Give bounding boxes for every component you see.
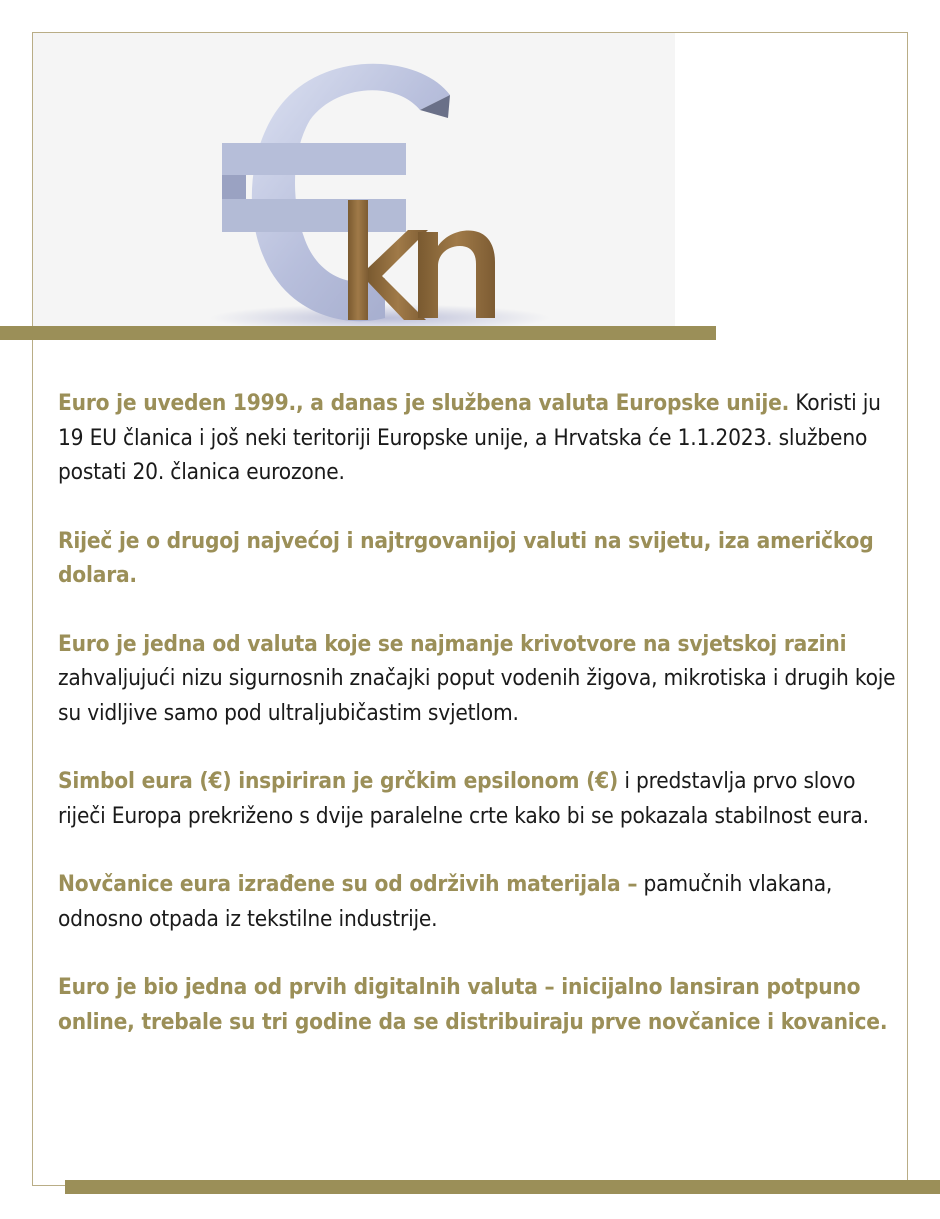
fact-highlight: Riječ je o drugoj najvećoj i najtrgovanijoj valuti na svijetu, iza američkog dolara. (58, 527, 874, 588)
fact-highlight: Euro je uveden 1999., a danas je službena valuta Europske unije. (58, 390, 790, 416)
fact-text: Koristi ju 19 EU članica i još neki teritoriji Europske unije, a Hrvatska će 1.1.2023. službeno postati 20. članica eurozone. (58, 390, 881, 485)
hero-image (33, 33, 675, 327)
fact-highlight: Euro je bio jedna od prvih digitalnih valuta – inicijalno lansiran potpuno online, trebale su tri godine da se distribuiraju prve novčanice i kovanice. (58, 974, 888, 1035)
fact-paragraph-3 (58, 627, 898, 731)
fact-list (58, 386, 898, 1073)
decorative-bar-bottom (65, 1180, 940, 1194)
fact-highlight: Novčanice eura izrađene su od održivih materijala – (58, 871, 638, 897)
fact-paragraph-4 (58, 764, 898, 833)
decorative-bar-top (0, 326, 716, 340)
fact-text: i predstavlja prvo slovo riječi Europa prekriženo s dvije paralelne crte kako bi se pokazala stabilnost eura. (58, 768, 869, 829)
euro-kn-illustration (33, 33, 675, 327)
fact-paragraph-5 (58, 867, 898, 936)
fact-highlight: Euro je jedna od valuta koje se najmanje krivotvore na svjetskoj razini (58, 630, 847, 657)
fact-text: zahvaljujući nizu sigurnosnih značajki poput vodenih žigova, mikrotiska i drugih koje su vidljive samo pod ultraljubičastim svjetlom. (58, 665, 896, 726)
fact-text: pamučnih vlakana, odnosno otpada iz tekstilne industrije. (58, 871, 833, 932)
fact-paragraph-2 (58, 524, 898, 593)
fact-paragraph-6 (58, 970, 898, 1039)
fact-paragraph-1 (58, 386, 898, 490)
fact-highlight: Simbol eura (€) inspiriran je grčkim epsilonom (€) (58, 768, 619, 794)
